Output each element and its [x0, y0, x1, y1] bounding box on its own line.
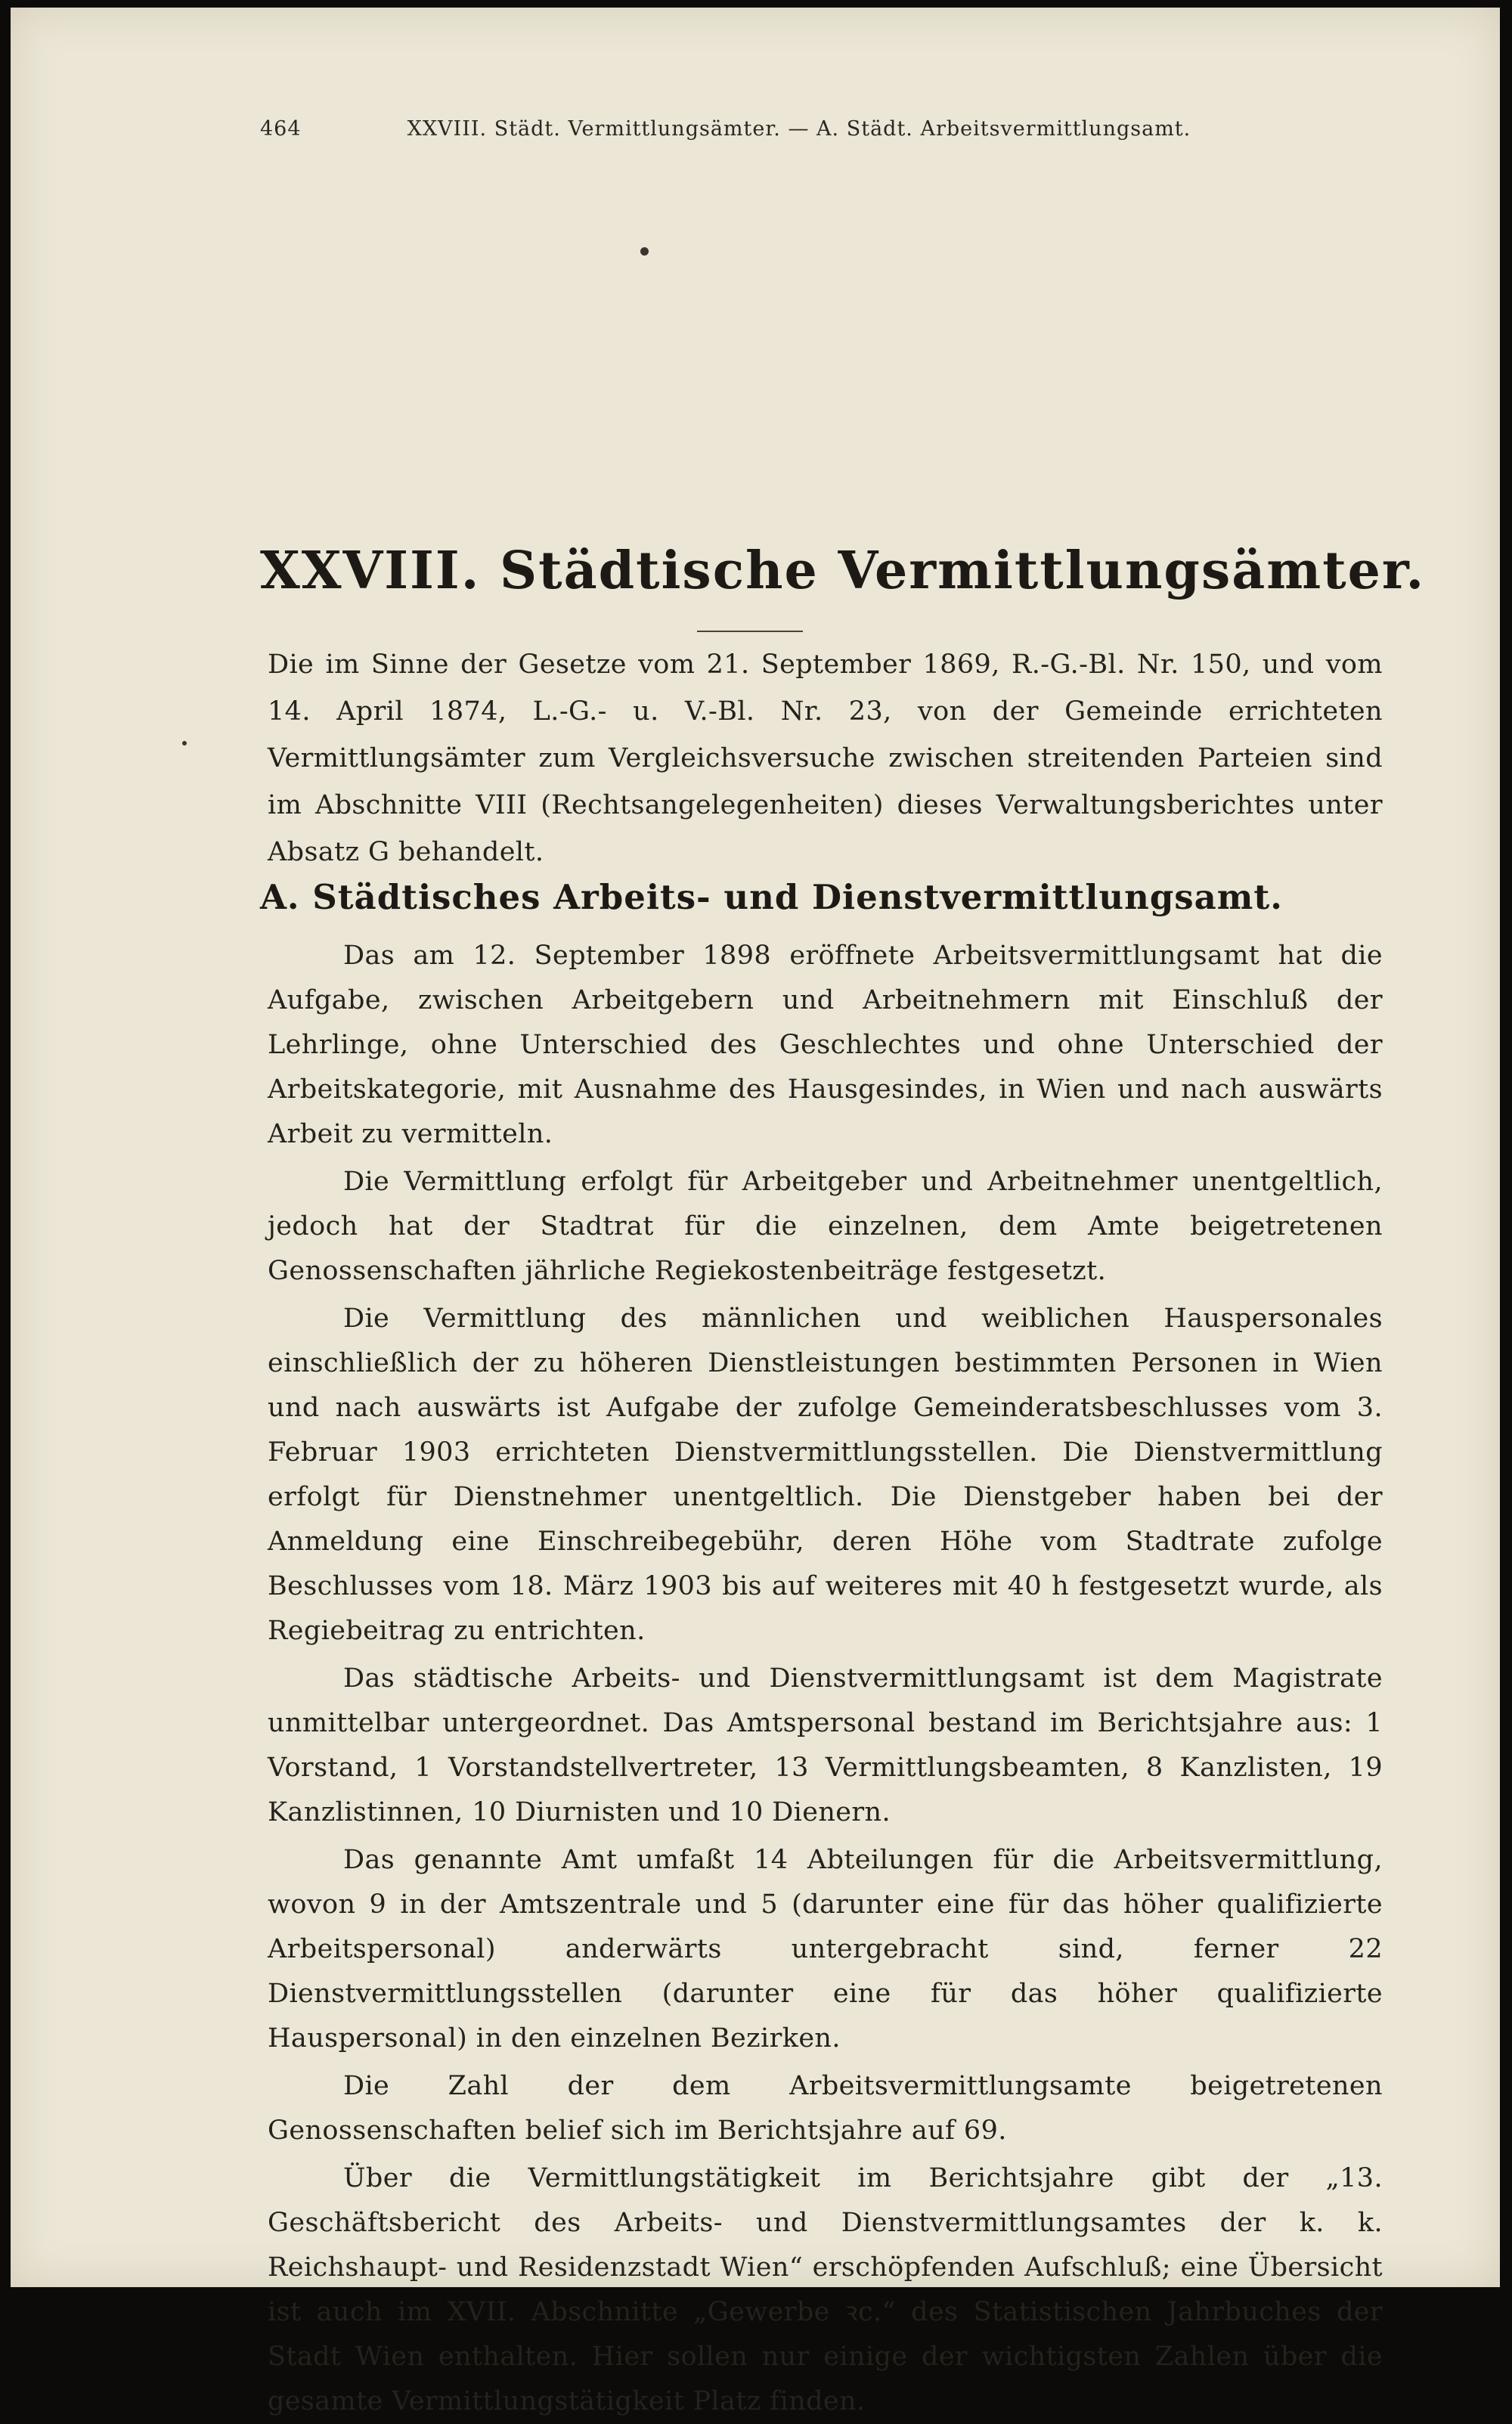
chapter-intro: Die im Sinne der Gesetze vom 21. September 1869, R.-G.-Bl. Nr. 150, und vom 14. April 1874, L.-G.- u. V.-Bl. Nr. 23, von der Gemeinde errichteten Vermittlungsämter zum Vergleichsversuche zwischen streitenden Parteien sind im Abschnitte VIII (Rechtsangelegenheiten) dieses Verwaltungsberichtes unter Absatz G behandelt. — [268, 649, 1383, 867]
paragraph: Das genannte Amt umfaßt 14 Abteilungen für die Arbeitsvermittlung, wovon 9 in der Amtszentrale und 5 (darunter eine für das höher qualifizierte Arbeitspersonal) anderwärts untergebracht sind, ferner 22 Dienstvermittlungsstellen (darunter eine für das höher qualifizierte Hauspersonal) in den einzelnen Bezirken. — [268, 1845, 1383, 2054]
ink-spot — [182, 741, 187, 745]
page-sheet — [11, 8, 1500, 2416]
section-title: A. Städtisches Arbeits- und Dienstvermittlungsamt. — [260, 877, 1283, 917]
running-title: XXVIII. Städt. Vermittlungsämter. — A. Städt. Arbeitsvermittlungsamt. — [407, 117, 1191, 141]
paragraph: Über die Vermittlungstätigkeit im Berichtsjahre gibt der „13. Geschäftsbericht des Arbeits- und Dienstvermittlungsamtes der k. k. Reichshaupt- und Residenzstadt Wien“ erschöpfenden Aufschluß; eine Übersicht ist auch im XVII. Abschnitte „Gewerbe ꝛc.“ des Statistischen Jahrbuches der Stadt Wien enthalten. Hier sollen nur einige der wichtigsten Zahlen über die gesamte Vermittlungstätigkeit Platz finden. — [268, 2163, 1383, 2416]
running-header — [260, 117, 1318, 141]
paragraph: Das städtische Arbeits- und Dienstvermittlungsamt ist dem Magistrate unmittelbar untergeordnet. Das Amtspersonal bestand im Berichtsjahre aus: 1 Vorstand, 1 Vorstandstellvertreter, 13 Vermittlungsbeamten, 8 Kanzlisten, 19 Kanzlistinnen, 10 Diurnisten und 10 Dienern. — [268, 1663, 1383, 1827]
page-number: 464 — [260, 117, 302, 141]
section-body — [268, 934, 1383, 2424]
paragraph: Das am 12. September 1898 eröffnete Arbeitsvermittlungsamt hat die Aufgabe, zwischen Arbeitgebern und Arbeitnehmern mit Einschluß der Lehrlinge, ohne Unterschied des Geschlechtes und ohne Unterschied der Arbeitskategorie, mit Ausnahme des Hausgesindes, in Wien und nach auswärts Arbeit zu vermitteln. — [268, 941, 1383, 1149]
ink-spot — [640, 247, 649, 256]
chapter-title: XXVIII. Städtische Vermittlungsämter. — [260, 541, 1426, 601]
title-divider — [697, 631, 803, 632]
paragraph: Die Vermittlung erfolgt für Arbeitgeber und Arbeitnehmer unentgeltlich, jedoch hat der Stadtrat für die einzelnen, dem Amte beigetretenen Genossenschaften jährliche Regiekostenbeiträge festgesetzt. — [268, 1167, 1383, 1286]
paragraph: Die Vermittlung des männlichen und weiblichen Hauspersonales einschließlich der zu höheren Dienstleistungen bestimmten Personen in Wien und nach auswärts ist Aufgabe der zufolge Gemeinderatsbeschlusses vom 3. Februar 1903 errichteten Dienstvermittlungsstellen. Die Dienstvermittlung erfolgt für Dienstnehmer unentgeltlich. Die Dienstgeber haben bei der Anmeldung eine Einschreibegebühr, deren Höhe vom Stadtrate zufolge Beschlusses vom 18. März 1903 bis auf weiteres mit 40 h festgesetzt wurde, als Regiebeitrag zu entrichten. — [268, 1303, 1383, 1646]
paragraph: Die Zahl der dem Arbeitsvermittlungsamte beigetretenen Genossenschaften belief sich im Berichtsjahre auf 69. — [268, 2071, 1383, 2146]
